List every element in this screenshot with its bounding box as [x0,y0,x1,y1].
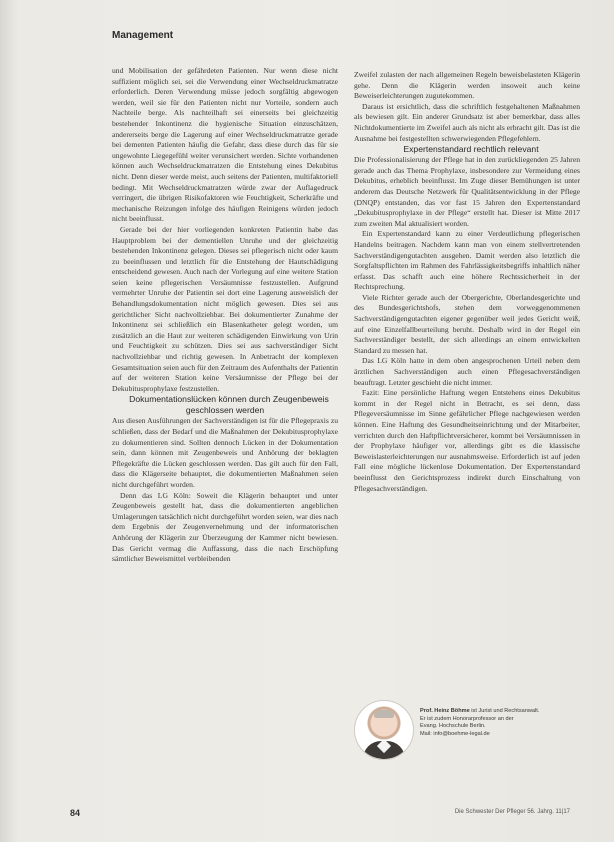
body-paragraph: Daraus ist ersichtlich, dass die schriftlich festgehaltenen Maßnahmen als bewiesen gilt. Ein anderer Grundsatz ist aber bemerkbar, dass alles Nichtdokumentierte im Zweifel auch als nicht als erbracht gilt. Das ist die Ausnahme bei festgestellten schwerwiegenden Pflegefehlern. [354,101,580,143]
author-line: Evang. Hochschule Berlin. [420,723,486,730]
body-paragraph: Die Professionalisierung der Pflege hat in den zurückliegenden 25 Jahren gerade auch das Thema Prophylaxe, insbesondere zur Vermeidung eines Dekubitus, erheblich beeinflusst. Im Zuge dieser Bemühungen ist unter anderem das Deutsche Netzwerk für Qualitätsentwicklung in der Pflege (DNQP) entstanden, das vor fast 15 Jahren den Expertenstandard „Dekubitusprophylaxe in der Pflege“ erstellt hat. Dieser ist Mitte 2017 zum zweiten Mal aktualisiert worden. [354,155,580,228]
body-paragraph: Viele Richter gerade auch der Obergerichte, Oberlandesgerichte und des Bundesgerichtshofs, stehen dem vorweggenommenen Sachverständigengutachten eigener gegenüber weil jedes Gericht weiß, auf eine Einzelfallbeurteilung beruht. Deshalb wird in der Regel ein Sachverständiger bestellt, der sich allerdings an einem entwickelten Standard zu messen hat. [354,292,580,355]
author-portrait [354,700,414,760]
body-paragraph: Zweifel zulasten der nach allgemeinen Regeln beweisbelasteten Klägerin gehe. Denn die Klägerin werden insoweit auch keine Beweiserleichterungen zugutekommen. [354,70,580,101]
author-email: Mail: info@boehme-legal.de [420,730,490,737]
page-number: 84 [70,808,81,818]
body-paragraph: Das LG Köln hatte in dem oben angesprochenen Urteil neben dem ärztlichen Sachverständigen auch einen Pflegesachverständigen beauftragt. Letzter geschieht die nicht immer. [354,356,580,387]
body-paragraph: und Mobilisation der gefährdeten Patienten. Nur wenn diese nicht suffizient möglich sei, sei die Verwendung einer Wechseldruckmatratze erforderlich. Deren Verwendung müsse jedoch sorgfältig abgewogen werden, weil sie für den Patienten nicht nur Vorteile, sondern auch Nachteile berge. Als nachteilhaft sei einerseits bei gleichzeitig bestehender Inkontinenz die hygienische Situation einzuschätzen, andererseits berge die Lagerung auf einer Wechseldruckmatratze gerade bei dementen Patienten häufig die Gefahr, dass diese durch das für sie ungewohnte Liegegefühl weiter verunsichert werden. Sichte vorhandenen können auch Wechseldruckmatratzen die Entstehung eines Dekubitus nicht. Denn dieser werde meist, auch seitens der Patienten, multifaktoriell bedingt. Mit Wechseldruckmatratzen würde zwar der Auflagedruck verringert, die übrigen Risikofaktoren wie Feuchtigkeit, Scherkräfte und mechanische Reizungen infolge des häufigen Reinigens würden jedoch nicht beeinflusst. [112,66,338,224]
body-paragraph: Gerade bei der hier vorliegenden konkreten Patientin habe das Hauptproblem bei der dementiellen Unruhe und der gleichzeitig bestehenden Inkontinenz gelegen. Dieses sei pflegerisch nicht oder kaum zu beeinflussen und letztlich für die Entstehung der Hautschädigung entscheidend gewesen. Auch nach der Vorlegung auf eine weitere Station seien keine pflegerischen Versäumnisse festzustellen. Aufgrund vermehrter Unruhe der Patientin sei dort eine Lagerung ausweislich der Behandlungsdokumentation nicht möglich gewesen. Dies sei aus gerichtlicher Sicht nachvollziehbar. Bei dokumentierter Zunahme der Inkontinenz sei schließlich ein Blasenkatheter gelegt worden, um zusätzlich an die Haut zur weiteren schädigenden Einwirkung von Urin und Feuchtigkeit zu schützen. Dies sei aus sachverständiger Sicht nachvollziehbar und richtig gewesen. In Anbetracht der komplexen Gesamtsituation seien auch für den Zeitraum des Aufenthalts der Patientin auf der weiteren Station keine Versäumnisse der Pflege bei der Dekubitusprophylaxe festzustellen. [112,224,338,393]
right-column [354,70,580,494]
author-name: Prof. Heinz Böhme [420,708,470,714]
author-line: ist Jurist und Rechtsanwalt. [471,708,540,714]
author-line: Er ist zudem Honorarprofessor an der [420,715,514,722]
section-label: Management [112,30,174,41]
left-column [112,66,338,565]
portrait-hair [374,710,394,718]
body-paragraph: Fazit: Eine persönliche Haftung wegen Entstehens eines Dekubitus kommt in der Regel nicht in Betracht, es sei denn, dass Pflegeversäumnisse im Sinne gefährlicher Pflege nachgewiesen werden können. Eine Haftung des Gesundheitseinrichtung und der Mitarbeiter, verrichten durch den Haftpflichtversicherer, kommt bei Versäumnissen in der Prophylaxe häufiger vor, allerdings gibt es die klassische Beweislasterleichterungen nur ausnahmsweise. Erforderlich ist auf jeden Fall eine mögliche lückenlose Dokumentation. Der Expertenstandard beeinflusst den Gerichtsprozess indirekt durch Einschaltung von Pflegesachverständigen. [354,388,580,493]
author-box [354,700,586,762]
subheading: Dokumentationslücken können durch Zeugenbeweis geschlossen werden [129,394,329,416]
body-paragraph: Ein Expertenstandard kann zu einer Verdeutlichung pflegerischen Handelns beitragen. Nachdem kann man von einem stellvertretenden Sachverständigengutachten ausgehen. Damit werden also letztlich die Sorgfaltspflichten im Rahmen des Fahrlässigkeitsbegriffs inhaltlich näher erfasst. Das schafft auch eine höhere Rechtssicherheit in der Rechtsprechung. [354,229,580,292]
body-paragraph: Aus diesen Ausführungen der Sachverständigen ist für die Pflegepraxis zu schließen, dass der Bedarf und die Maßnahmen der Dekubitusprophylaxe zu dokumentieren sind. Sollten dennoch Lücken in der Dokumentation sein, dann können mit Zeugenbeweis und Anhörung der beklagten Pflegekräfte die Lücken geschlossen werden. Das gilt auch für den Fall, dass die Klägerseite behauptet, die dokumentierten Maßnahmen seien nicht durchgeführt worden. [112,416,338,489]
journal-footer: Die Schwester Der Pfleger 56. Jahrg. 11|17 [454,809,570,815]
body-paragraph: Denn das LG Köln: Soweit die Klägerin behauptet und unter Zeugenbeweis gestellt hat, dass die dokumentierten angeblichen Umlagerungen tatsächlich nicht durchgeführt worden seien, war dies nach dem Ergebnis der Zeugenvernehmung und der informatorischen Anhörung der Klägerin zur Überzeugung der Kammer nicht bewiesen. Das Gericht vermag die Auffassung, dass die nach Erschöpfung sämtlicher Beweismittel verbleibenden [112,490,338,564]
author-bio [420,708,586,738]
subheading: Expertenstandard rechtlich relevant [403,144,539,155]
